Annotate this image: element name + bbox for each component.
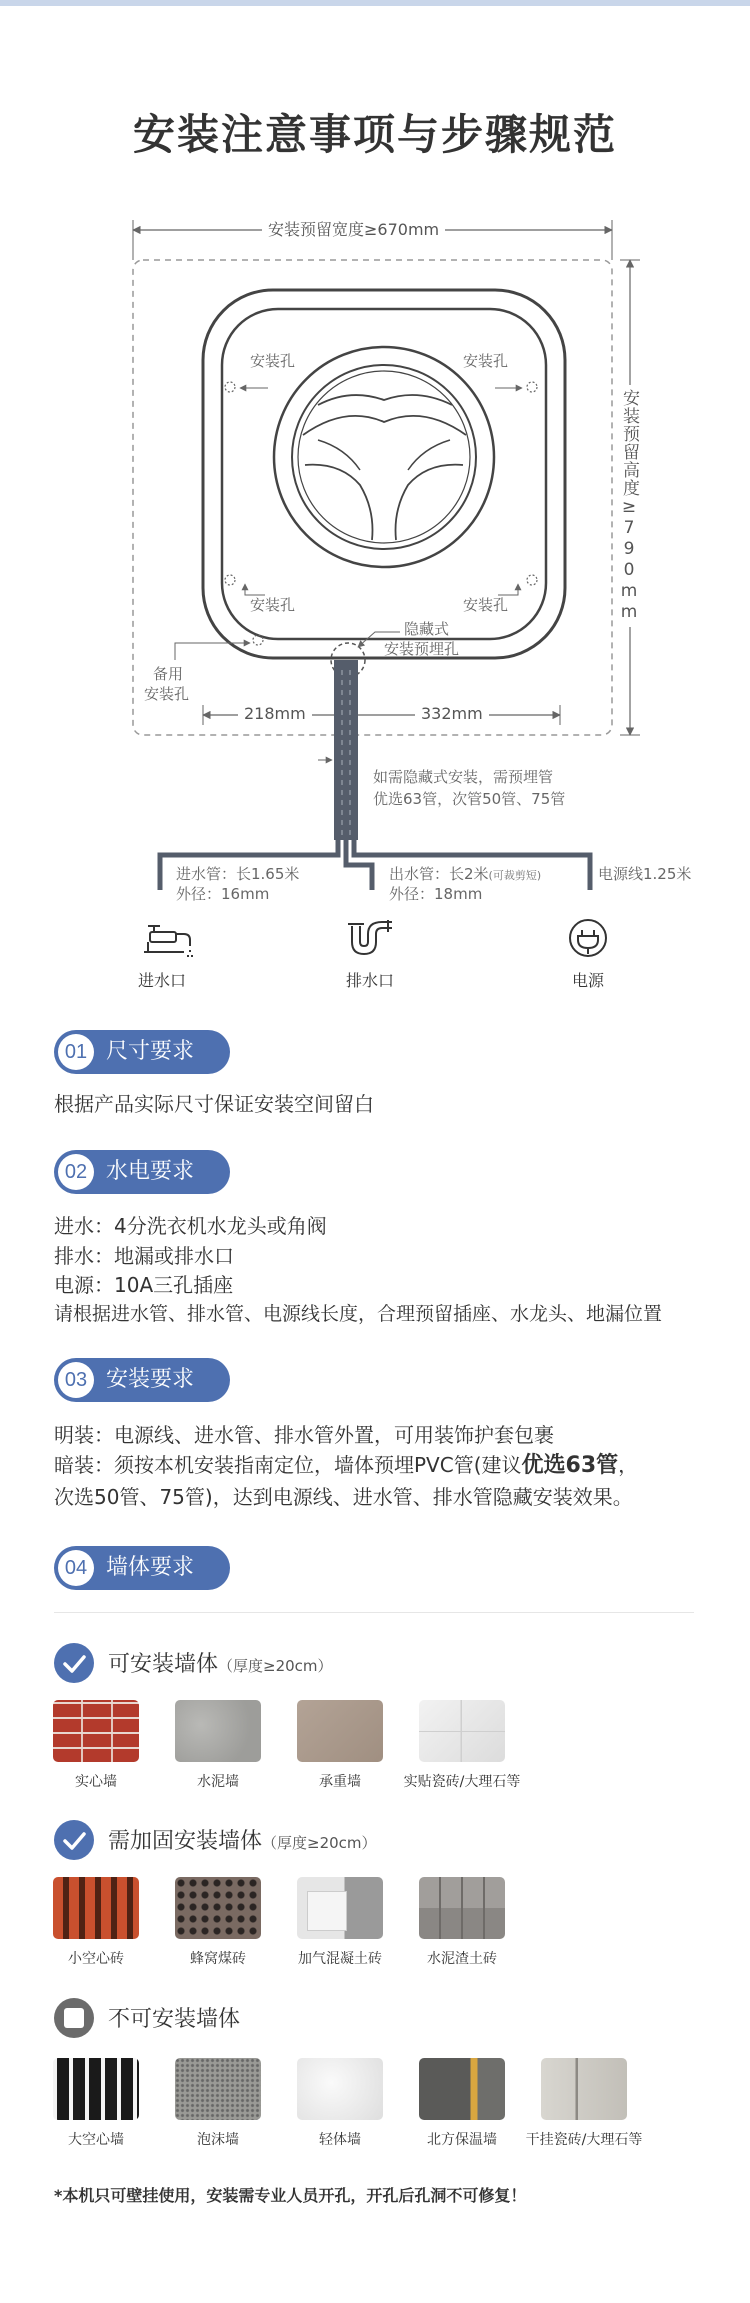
wall-ok-image-1 [53, 1700, 139, 1762]
wall-no-caption-3: 轻体墙 [319, 2132, 361, 2148]
washer-door [274, 347, 494, 567]
box-icon [54, 1998, 94, 2038]
power-caption: 电源 [571, 971, 604, 990]
wall-no-caption-1: 大空心墙 [68, 2132, 124, 2148]
section-02-line-3: 电源：10A三孔插座 [54, 1273, 234, 1297]
width-label: 安装预留宽度≥670mm [262, 220, 445, 239]
section-divider [54, 1612, 694, 1613]
dim-right-label: 332mm [415, 704, 489, 723]
faucet-icon [144, 926, 193, 956]
section-04-number: 04 [58, 1550, 94, 1586]
hole-label-br: 安装孔 [463, 596, 509, 614]
wall-ok-header [54, 1643, 654, 1683]
outlet-label-2: 外径：18mm [389, 885, 483, 903]
wall-reinforce-title: 需加固安装墙体（厚度≥20cm） [108, 1829, 377, 1854]
wall-ok-caption-2: 水泥墙 [197, 1774, 239, 1790]
footer-note: *本机只可壁挂使用，安装需专业人员开孔，开孔后孔洞不可修复！ [54, 2186, 527, 2205]
installation-diagram [0, 200, 750, 1000]
section-01-text: 根据产品实际尺寸保证安装空间留白 [54, 1092, 374, 1116]
spare-hole-label-2: 安装孔 [144, 685, 190, 703]
drain-caption: 排水口 [345, 971, 394, 990]
inlet-caption: 进水口 [137, 971, 186, 990]
hole-label-tr: 安装孔 [463, 352, 509, 370]
section-02-line-1: 进水：4分洗衣机水龙头或角阀 [54, 1214, 327, 1238]
wall-ok-title: 可安装墙体（厚度≥20cm） [108, 1652, 333, 1677]
wall-no-title: 不可安装墙体 [108, 2007, 241, 2032]
wall-reinforce-caption-2: 蜂窝煤砖 [190, 1951, 246, 1967]
section-02-header [54, 1150, 230, 1194]
wall-ok-image-4 [419, 1700, 505, 1762]
wall-reinforce-header [54, 1820, 654, 1860]
section-01-header [54, 1030, 230, 1074]
section-03-title: 安装要求 [106, 1367, 195, 1392]
hole-label-bl: 安装孔 [250, 596, 296, 614]
section-02-title: 水电要求 [106, 1159, 195, 1184]
wall-no-image-2 [175, 2058, 261, 2120]
section-02-line-2: 排水：地漏或排水口 [54, 1244, 234, 1268]
inlet-label-2: 外径：16mm [176, 885, 270, 903]
wall-reinforce-image-2 [175, 1877, 261, 1939]
wall-ok-caption-4: 实贴瓷砖/大理石等 [403, 1774, 521, 1790]
section-01-title: 尺寸要求 [106, 1039, 195, 1064]
wall-no-image-3 [297, 2058, 383, 2120]
section-02-number: 02 [58, 1154, 94, 1190]
check-icon [54, 1643, 94, 1683]
wall-ok-caption-1: 实心墙 [75, 1774, 117, 1790]
wall-ok-caption-3: 承重墙 [319, 1774, 361, 1790]
wall-reinforce-caption-4: 水泥渣土砖 [427, 1951, 497, 1967]
pipe-note-2: 优选63管，次管50管、75管 [373, 790, 566, 808]
section-04-title: 墙体要求 [106, 1555, 195, 1580]
hole-label-tl: 安装孔 [250, 352, 296, 370]
section-04-header [54, 1546, 230, 1590]
wall-reinforce-caption-1: 小空心砖 [68, 1951, 124, 1967]
wall-no-image-5 [541, 2058, 627, 2120]
wall-reinforce-image-1 [53, 1877, 139, 1939]
section-03-header [54, 1358, 230, 1402]
power-plug-icon [570, 920, 606, 956]
section-03-line-2: 暗装：须按本机安装指南定位，墙体预埋PVC管(建议优选63管， [54, 1453, 639, 1478]
wall-ok-image-2 [175, 1700, 261, 1762]
wall-reinforce-caption-3: 加气混凝土砖 [298, 1951, 382, 1967]
wall-reinforce-image-3 [297, 1877, 383, 1939]
dim-left-label: 218mm [238, 704, 312, 723]
wall-no-caption-5: 干挂瓷砖/大理石等 [525, 2132, 643, 2148]
wall-ok-image-3 [297, 1700, 383, 1762]
wall-no-header [54, 1998, 654, 2038]
wall-no-caption-4: 北方保温墙 [427, 2132, 497, 2148]
wall-reinforce-image-4 [419, 1877, 505, 1939]
inlet-label-1: 进水管：长1.65米 [176, 865, 300, 883]
pipe-note-1: 如需隐藏式安装，需预埋管 [373, 768, 554, 786]
height-label: 安装预留高度≥790mm [617, 385, 642, 627]
section-02-line-4: 请根据进水管、排水管、电源线长度，合理预留插座、水龙头、地漏位置 [54, 1303, 663, 1325]
top-accent-bar [0, 0, 750, 6]
section-03-number: 03 [58, 1362, 94, 1398]
outlet-label-1: 出水管：长2米(可裁剪短) [389, 865, 542, 883]
reserve-area [133, 260, 612, 735]
hidden-hole-label-1: 隐藏式 [404, 620, 450, 638]
check-icon [54, 1820, 94, 1860]
power-line-label: 电源线1.25米 [598, 865, 692, 883]
section-01-number: 01 [58, 1034, 94, 1070]
spare-hole-label-1: 备用 [153, 665, 184, 683]
page-title: 安装注意事项与步骤规范 [132, 110, 617, 159]
hidden-hole-label-2: 安装预埋孔 [384, 640, 460, 658]
wall-no-image-1 [53, 2058, 139, 2120]
wall-no-image-4 [419, 2058, 505, 2120]
section-03-line-1: 明装：电源线、进水管、排水管外置，可用装饰护套包裹 [54, 1423, 554, 1447]
wall-no-caption-2: 泡沫墙 [197, 2132, 239, 2148]
section-03-line-3: 次选50管、75管)，达到电源线、进水管、排水管隐藏安装效果。 [54, 1485, 633, 1509]
